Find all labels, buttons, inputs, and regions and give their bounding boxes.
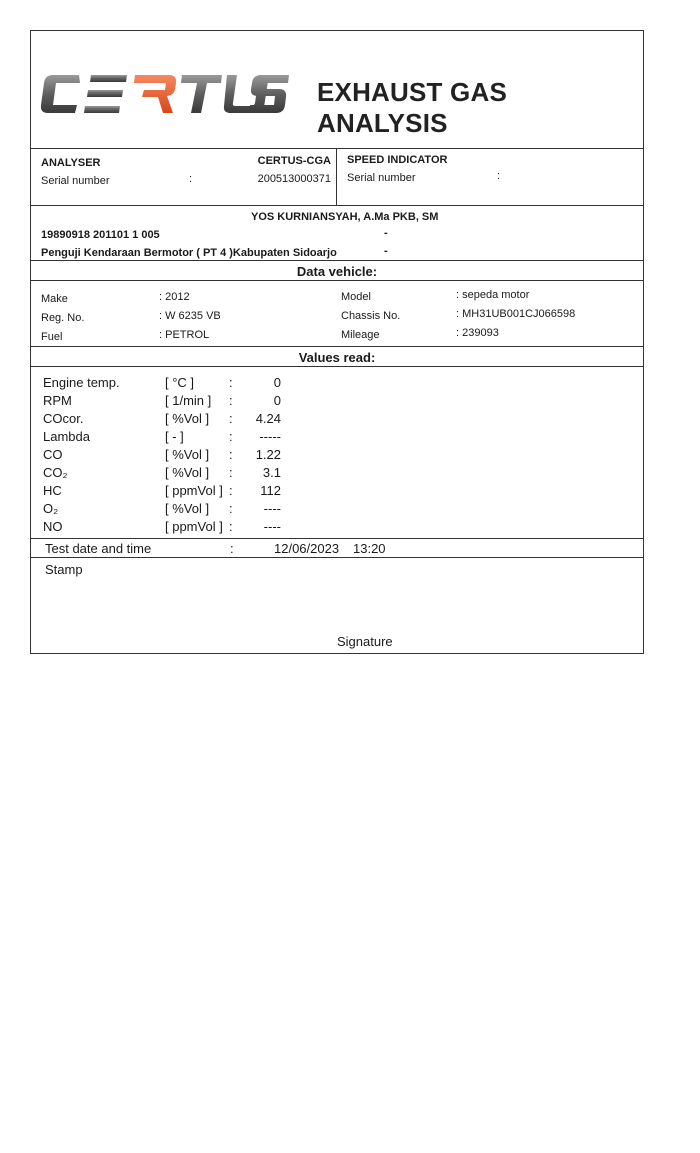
test-date-colon: : [230,541,234,556]
value-row-value: ----- [259,429,281,444]
value-row-unit: [ ppmVol ] [165,483,223,498]
value-row-unit: [ 1/min ] [165,393,212,408]
value-row-colon: : [229,411,233,426]
value-row-name: Lambda [43,429,90,444]
inspector-nip: 19890918 201101 1 005 [41,229,160,241]
analyser-model: CERTUS-CGA [257,155,331,167]
value-row-colon: : [229,519,233,534]
mileage-value: : 239093 [456,327,499,339]
value-row-name: CO₂ [43,465,68,480]
make-label: Make [41,293,68,305]
chassis-label: Chassis No. [341,310,401,322]
value-row-unit: [ %Vol ] [165,447,210,462]
value-row-unit: [ %Vol ] [165,465,210,480]
value-row-value: ---- [263,519,281,534]
value-row-colon: : [229,501,233,516]
value-row-value: 4.24 [255,411,281,426]
value-row-name: CO [43,447,63,462]
vehicle-section [31,280,643,347]
value-row-value: 3.1 [262,465,281,480]
fuel-label: Fuel [41,331,63,343]
exhaust-gas-report [30,30,644,654]
value-row-name: COcor. [43,411,84,426]
value-row-unit: [ %Vol ] [165,501,210,516]
analyser-serial-value: 200513000371 [257,173,331,185]
test-date-row [31,538,643,558]
model-value: : sepeda motor [456,289,530,301]
mileage-label: Mileage [341,329,380,341]
value-row-name: NO [43,519,63,534]
value-row-colon: : [229,447,233,462]
value-row-unit: [ °C ] [165,375,195,390]
speed-serial-label: Serial number [347,172,416,184]
stamp-section [31,557,643,655]
values-section [31,366,643,539]
divider [336,149,337,206]
vehicle-title-bar [31,260,643,281]
vehicle-section-title: Data vehicle: [296,264,378,279]
value-row-value: 1.22 [255,447,281,462]
analyser-serial-label: Serial number [41,175,110,187]
stamp-label: Stamp [45,562,83,577]
value-row-colon: : [229,375,233,390]
value-row-colon: : [229,429,233,444]
value-row-unit: [ %Vol ] [165,411,210,426]
reg-no-value: : W 6235 VB [159,310,221,322]
inspector-position: Penguji Kendaraan Bermotor ( PT 4 )Kabupaten Sidoarjo [41,247,337,259]
value-row-value: ---- [263,501,281,516]
report-title: EXHAUST GAS ANALYSIS [317,77,508,138]
signature-label: Signature [337,634,393,649]
inspector-nip-dash: - [384,227,388,239]
value-row-unit: [ ppmVol ] [165,519,223,534]
inspector-position-dash: - [384,245,388,257]
values-title-bar [31,346,643,367]
value-row-value: 0 [273,375,281,390]
test-date-label: Test date and time [45,541,152,556]
model-label: Model [341,291,371,303]
make-value: : 2012 [159,291,190,303]
certus-logo [39,69,289,119]
inspector-name: YOS KURNIANSYAH, A.Ma PKB, SM [251,211,439,223]
analyser-section [31,148,643,206]
value-row-name: O₂ [43,501,59,516]
value-row-value: 112 [260,483,281,498]
inspector-section [31,205,643,261]
analyser-label: ANALYSER [41,157,101,169]
value-row-name: HC [43,483,62,498]
reg-no-label: Reg. No. [41,312,85,324]
speed-indicator-label: SPEED INDICATOR [347,154,448,166]
value-row-colon: : [229,483,233,498]
value-row-name: Engine temp. [43,375,120,390]
value-row-colon: : [229,393,233,408]
value-row-name: RPM [43,393,72,408]
value-row-colon: : [229,465,233,480]
test-date-value: 12/06/2023 [274,541,340,556]
test-time-value: 13:20 [353,541,386,556]
value-row-unit: [ - ] [165,429,184,444]
chassis-value: : MH31UB001CJ066598 [456,308,576,320]
speed-serial-colon: : [497,170,501,182]
analyser-serial-colon: : [189,173,193,185]
fuel-value: : PETROL [159,329,210,341]
value-row-value: 0 [273,393,281,408]
values-section-title: Values read: [298,350,376,365]
